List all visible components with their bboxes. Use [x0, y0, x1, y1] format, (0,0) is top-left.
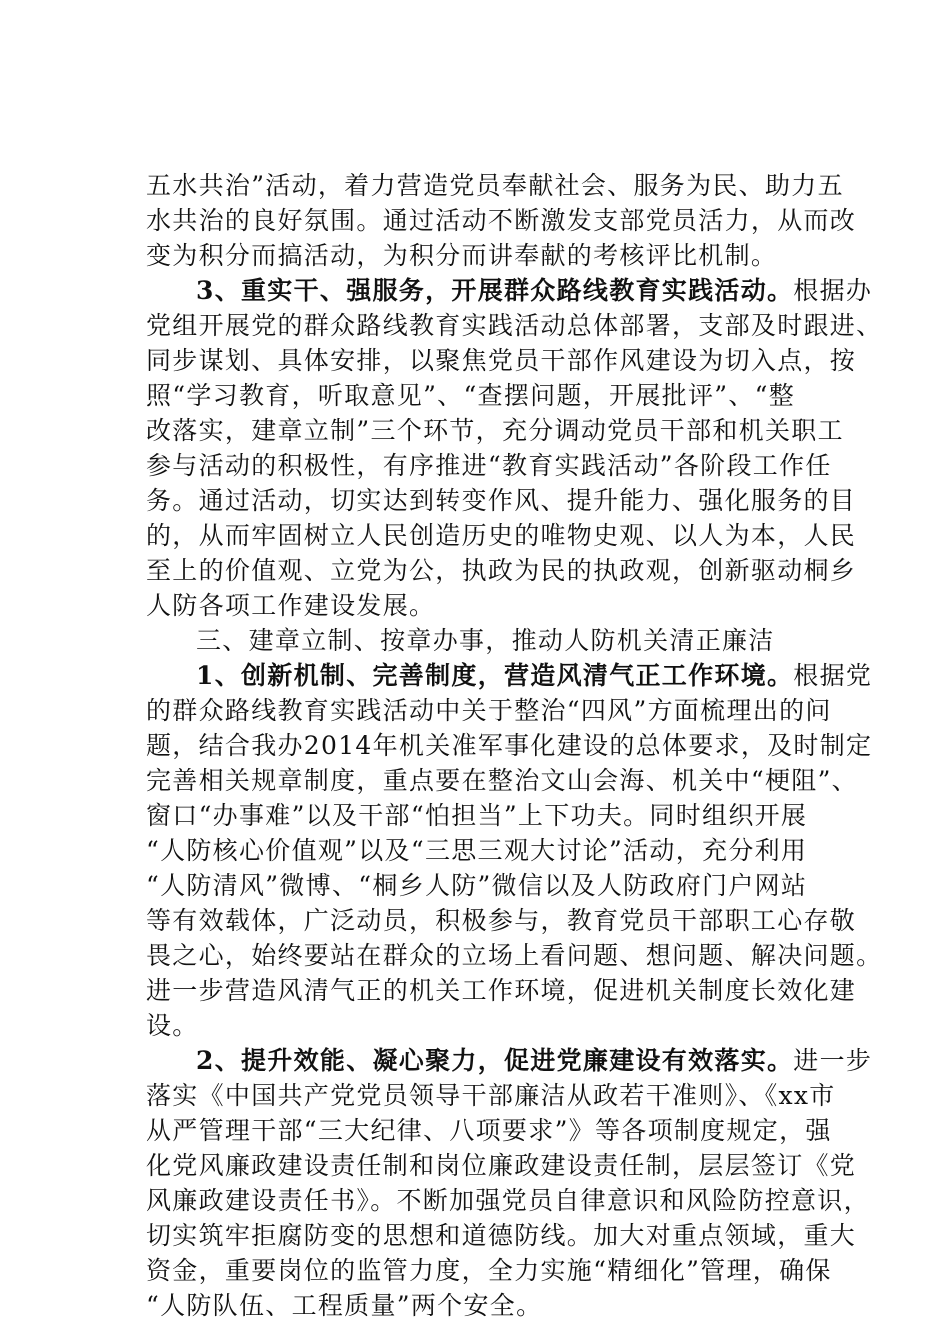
body-line: 从严管理干部“三大纪律、八项要求”》等各项制度规定，强	[146, 1116, 832, 1145]
body-line: “人防队伍、工程质量”两个安全。	[146, 1291, 543, 1320]
paragraph-1-lead: 根据党	[793, 661, 873, 690]
body-line: 切实筑牢拒腐防变的思想和道德防线。加大对重点领域，重大	[146, 1221, 857, 1250]
body-line: 窗口“办事难”以及干部“怕担当”上下功夫。同时组织开展	[146, 801, 808, 830]
body-line: 资金，重要岗位的监管力度，全力实施“精细化”管理，确保	[146, 1256, 832, 1285]
body-line: 的群众路线教育实践活动中关于整治“四风”方面梳理出的问	[146, 696, 832, 725]
body-line: 改落实，建章立制”三个环节，充分调动党员干部和机关职工	[146, 416, 844, 445]
body-line: 设。	[146, 1011, 199, 1040]
body-line: 党组开展党的群众路线教育实践活动总体部署，支部及时跟进、	[146, 311, 883, 340]
body-line: 至上的价值观、立党为公，执政为民的执政观，创新驱动桐乡	[146, 556, 857, 585]
body-line: 畏之心，始终要站在群众的立场上看问题、想问题、解决问题。	[146, 941, 883, 970]
body-line: 落实《中国共产党党员领导干部廉洁从政若干准则》、《xx市	[146, 1081, 836, 1110]
body-line: 进一步营造风清气正的机关工作环境，促进机关制度长效化建	[146, 976, 857, 1005]
body-line: 题，结合我办2014年机关准军事化建设的总体要求，及时制定	[146, 731, 873, 760]
body-line: “人防清风”微博、“桐乡人防”微信以及人防政府门户网站	[146, 871, 808, 900]
paragraph-1-heading: 1、创新机制、完善制度，营造风清气正工作环境。	[196, 661, 794, 690]
body-line: 同步谋划、具体安排，以聚焦党员干部作风建设为切入点，按	[146, 346, 857, 375]
paragraph-1-first-line	[196, 659, 872, 693]
body-line: 变为积分而搞活动，为积分而讲奉献的考核评比机制。	[146, 241, 778, 270]
paragraph-2-lead: 进一步	[793, 1046, 873, 1075]
paragraph-2-heading: 2、提升效能、凝心聚力，促进党廉建设有效落实。	[196, 1046, 794, 1075]
body-line: 水共治的良好氛围。通过活动不断激发支部党员活力，从而改	[146, 206, 857, 235]
body-line: “人防核心价值观”以及“三思三观大讨论”活动，充分利用	[146, 836, 808, 865]
paragraph-3-first-line	[196, 274, 872, 308]
body-line: 化党风廉政建设责任制和岗位廉政建设责任制，层层签订《党	[146, 1151, 857, 1180]
body-line: 的，从而牢固树立人民创造历史的唯物史观、以人为本，人民	[146, 521, 857, 550]
body-line: 务。通过活动，切实达到转变作风、提升能力、强化服务的目	[146, 486, 857, 515]
paragraph-3-lead: 根据办	[793, 276, 873, 305]
section-heading: 三、建章立制、按章办事，推动人防机关清正廉洁	[196, 626, 775, 655]
body-line: 五水共治”活动，着力营造党员奉献社会、服务为民、助力五	[146, 171, 844, 200]
body-line: 人防各项工作建设发展。	[146, 591, 436, 620]
paragraph-3-heading: 3、重实干、强服务，开展群众路线教育实践活动。	[196, 276, 794, 305]
paragraph-2-first-line	[196, 1044, 872, 1078]
body-line: 完善相关规章制度，重点要在整治文山会海、机关中“梗阻”、	[146, 766, 858, 795]
body-line: 等有效载体，广泛动员，积极参与，教育党员干部职工心存敬	[146, 906, 857, 935]
body-line: 风廉政建设责任书》。不断加强党员自律意识和风险防控意识，	[146, 1186, 870, 1215]
body-line: 照“学习教育，听取意见”、“查摆问题，开展批评”、“整	[146, 381, 796, 410]
body-line: 参与活动的积极性，有序推进“教育实践活动”各阶段工作任	[146, 451, 832, 480]
